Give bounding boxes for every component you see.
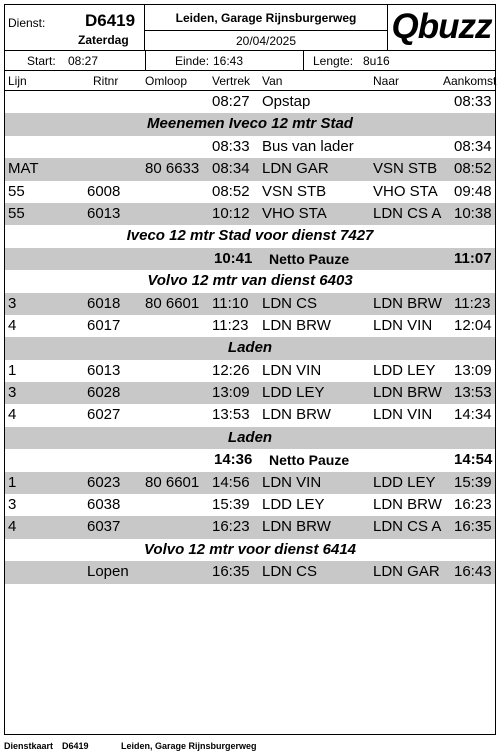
cell-aankomst: 12:04 [454, 316, 492, 334]
cell-van: Opstap [262, 93, 311, 110]
cell-naar: LDN BRW [373, 496, 442, 514]
footer-label: Dienstkaart [4, 741, 54, 751]
cell-van: LDN BRW [262, 316, 331, 334]
cell-vertrek: 10:12 [212, 204, 250, 222]
cell-naar: VSN STB [373, 160, 438, 178]
end-time: 16:43 [213, 54, 244, 68]
trip-row [5, 382, 495, 404]
logo-cell [388, 5, 495, 51]
cell-naar: LDN CS A [373, 518, 442, 536]
cell-aankomst: 16:43 [454, 563, 492, 581]
section-title: Meenemen Iveco 12 mtr Stad [147, 115, 353, 133]
section-header [5, 270, 495, 292]
section-header [5, 113, 495, 135]
cell-vertrek: 08:34 [212, 160, 250, 178]
pause-end: 11:07 [454, 249, 492, 267]
cell-lijn: 55 [8, 204, 25, 222]
trip-row [5, 516, 495, 538]
cell-vertrek: 08:33 [212, 137, 250, 155]
cell-ritnr: 6013 [87, 361, 121, 379]
cell-vertrek: 15:39 [212, 496, 250, 514]
cell-van: VHO STA [262, 204, 327, 222]
trip-row [5, 404, 495, 426]
pause-start: 10:41 [214, 249, 253, 267]
start-time: 08:27 [68, 54, 99, 68]
pause-end: 14:54 [454, 451, 493, 469]
cell-lijn: 3 [8, 294, 17, 312]
footer-location: Leiden, Garage Rijnsburgerweg [121, 741, 257, 751]
trip-row [5, 181, 495, 203]
cell-ritnr: 6037 [87, 518, 121, 536]
cell-vertrek: 11:23 [212, 316, 249, 334]
trip-row [5, 91, 495, 113]
col-omloop: Omloop [145, 74, 188, 88]
cell-ritnr: 6018 [87, 294, 121, 312]
trip-row [5, 561, 495, 583]
cell-vertrek: 16:23 [212, 518, 250, 536]
cell-naar: LDN VIN [373, 406, 433, 424]
cell-ritnr: 6013 [87, 204, 121, 222]
section-header [5, 427, 495, 449]
cell-lijn: MAT [8, 160, 39, 178]
pause-start: 14:36 [214, 451, 253, 469]
cell-lijn: 1 [8, 473, 17, 491]
duty-header [5, 5, 495, 51]
cell-omloop: 80 6601 [145, 473, 200, 491]
trip-row [5, 158, 495, 180]
cell-van: LDN VIN [262, 361, 322, 379]
section-header [5, 539, 495, 561]
cell-vertrek: 08:52 [212, 182, 250, 200]
col-van: Van [262, 74, 283, 88]
cell-van: LDD LEY [262, 496, 325, 514]
cell-ritnr: 6038 [87, 496, 121, 514]
col-lijn: Lijn [8, 74, 27, 88]
section-title: Volvo 12 mtr voor dienst 6414 [143, 540, 357, 558]
cell-ritnr: 6028 [87, 384, 121, 402]
cell-aankomst: 08:33 [454, 93, 492, 110]
section-title: Laden [227, 339, 273, 357]
cell-vertrek: 11:10 [212, 294, 249, 312]
cell-van: LDN GAR [262, 160, 329, 178]
cell-naar: LDD LEY [373, 473, 436, 491]
cell-lijn: 1 [8, 361, 17, 379]
cell-van: LDN BRW [262, 406, 331, 424]
cell-naar: LDN GAR [373, 563, 440, 581]
duty-card [4, 4, 496, 735]
section-title: Volvo 12 mtr van dienst 6403 [147, 272, 353, 290]
length-value: 8u16 [363, 54, 390, 68]
pause-row [5, 449, 495, 471]
section-header [5, 337, 495, 359]
cell-van: Bus van lader [262, 137, 354, 155]
cell-aankomst: 08:52 [454, 160, 492, 178]
cell-naar: LDN VIN [373, 316, 433, 334]
info-divider [145, 51, 146, 71]
col-naar: Naar [373, 74, 400, 88]
cell-lijn: 4 [8, 316, 17, 334]
start-label: Start: [27, 54, 56, 68]
cell-aankomst: 13:53 [454, 384, 492, 402]
cell-ritnr: 6023 [87, 473, 121, 491]
duty-date: 20/04/2025 [235, 34, 297, 48]
cell-naar: VHO STA [373, 182, 438, 200]
cell-lijn: 4 [8, 406, 17, 424]
cell-aankomst: 09:48 [454, 182, 492, 200]
cell-vertrek: 13:53 [212, 406, 250, 424]
cell-aankomst: 16:23 [454, 496, 492, 514]
cell-lijn: 3 [8, 496, 17, 514]
pause-row [5, 248, 495, 270]
duty-id-cell [5, 5, 145, 51]
trip-row [5, 360, 495, 382]
cell-ritnr: 6008 [87, 182, 121, 200]
cell-aankomst: 15:39 [454, 473, 492, 491]
cell-naar: LDD LEY [373, 361, 436, 379]
cell-omloop: 80 6633 [145, 160, 200, 178]
cell-lijn: 4 [8, 518, 17, 536]
cell-aankomst: 16:35 [454, 518, 492, 536]
cell-lijn: 55 [8, 182, 25, 200]
cell-van: LDN BRW [262, 518, 331, 536]
cell-van: LDN CS [262, 563, 318, 581]
cell-van: LDN VIN [262, 473, 322, 491]
column-headers [5, 71, 495, 91]
info-divider [303, 51, 304, 71]
location-divider [145, 30, 387, 31]
garage-name: Leiden, Garage Rijnsburgerweg [175, 11, 357, 25]
trip-row [5, 472, 495, 494]
cell-vertrek: 12:26 [212, 361, 250, 379]
trip-list [5, 91, 495, 584]
col-aankomst: Aankomst [443, 74, 497, 88]
duty-day: Zaterdag [78, 33, 129, 47]
col-ritnr: Ritnr [93, 74, 119, 88]
cell-van: LDN CS [262, 294, 318, 312]
cell-naar: LDN BRW [373, 384, 442, 402]
cell-aankomst: 08:34 [454, 137, 492, 155]
location-cell [145, 5, 388, 51]
trip-row [5, 203, 495, 225]
pause-label: Netto Pauze [269, 452, 350, 469]
footer-duty-number: D6419 [62, 741, 89, 751]
length-label: Lengte: [313, 54, 354, 68]
trip-row [5, 293, 495, 315]
duty-label: Dienst: [8, 16, 46, 30]
section-title: Laden [227, 428, 273, 446]
cell-lijn: 3 [8, 384, 17, 402]
trip-row [5, 494, 495, 516]
end-label: Einde: [175, 54, 210, 68]
cell-ritnr: 6017 [87, 316, 121, 334]
cell-aankomst: 11:23 [454, 294, 491, 312]
cell-vertrek: 16:35 [212, 563, 250, 581]
trip-row [5, 136, 495, 158]
cell-van: LDD LEY [262, 384, 325, 402]
cell-vertrek: 08:27 [212, 93, 250, 110]
cell-vertrek: 14:56 [212, 473, 250, 491]
section-title: Iveco 12 mtr Stad voor dienst 7427 [126, 227, 374, 245]
trip-row [5, 315, 495, 337]
cell-vertrek: 13:09 [212, 384, 250, 402]
col-vertrek: Vertrek [212, 74, 251, 88]
cell-ritnr: 6027 [87, 406, 121, 424]
cell-omloop: 80 6601 [145, 294, 200, 312]
cell-van: VSN STB [262, 182, 327, 200]
section-header [5, 225, 495, 247]
duty-number: D6419 [85, 11, 136, 30]
cell-ritnr: Lopen [87, 563, 129, 581]
cell-aankomst: 14:34 [454, 406, 492, 424]
pause-label: Netto Pauze [269, 250, 350, 267]
cell-aankomst: 13:09 [454, 361, 492, 379]
cell-naar: LDN CS A [373, 204, 442, 222]
duty-times-row [5, 51, 495, 71]
qbuzz-logo: Qbuzz [391, 7, 492, 46]
cell-naar: LDN BRW [373, 294, 442, 312]
cell-aankomst: 10:38 [454, 204, 492, 222]
